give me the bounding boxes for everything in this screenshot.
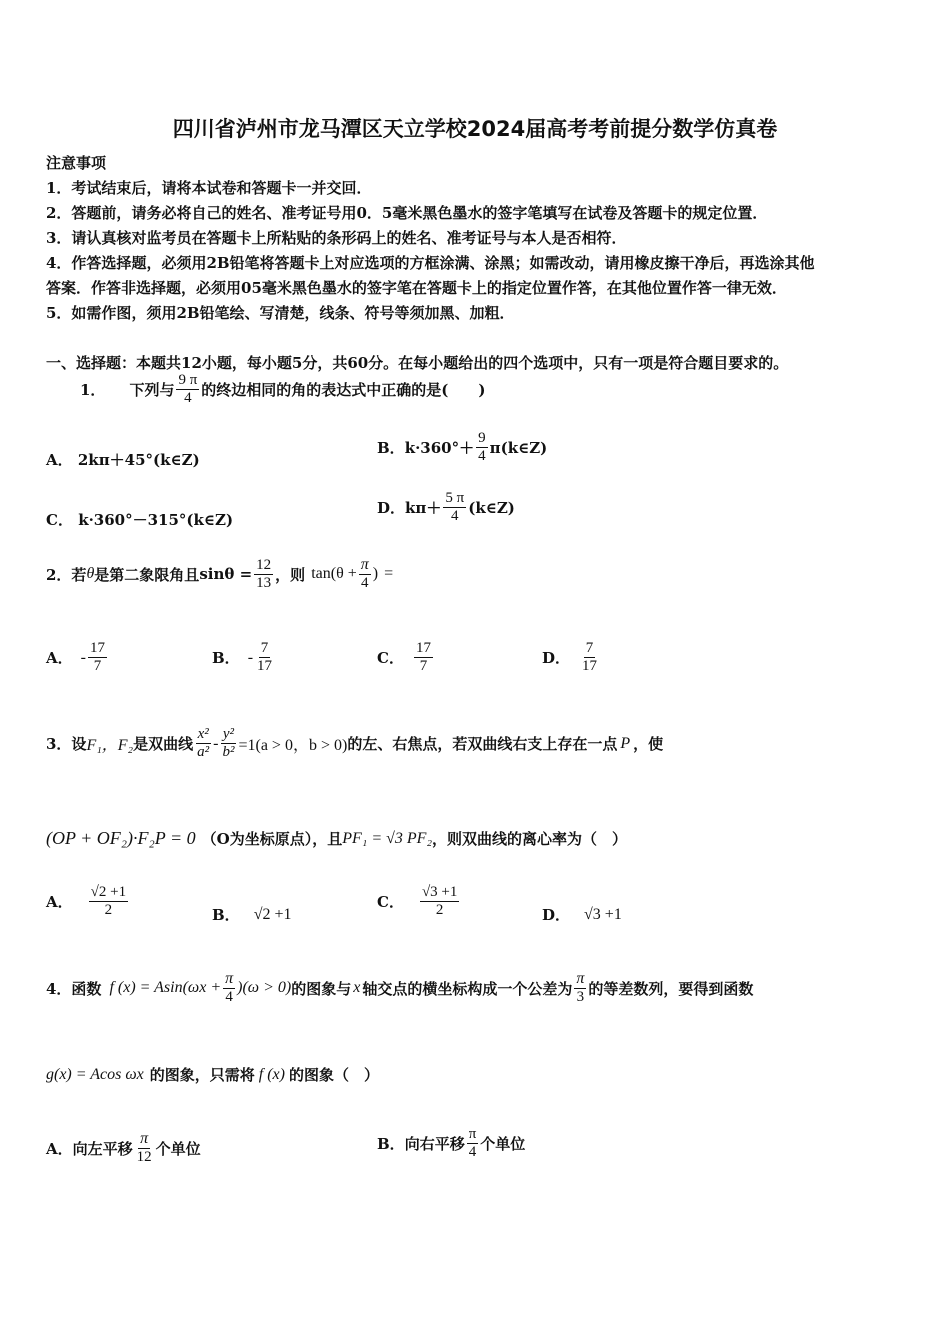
fraction-numerator: √3 +1 xyxy=(420,884,459,902)
fraction xyxy=(359,556,371,593)
option-b xyxy=(377,1126,525,1162)
fraction xyxy=(176,372,199,408)
question-text: （O为坐标原点），且 xyxy=(201,830,343,848)
fraction-numerator: π xyxy=(359,556,371,575)
math-expression: sinθ = xyxy=(199,565,253,584)
fraction xyxy=(476,430,488,466)
fraction-numerator: π xyxy=(223,970,235,989)
math-expression: f (x) xyxy=(258,1065,285,1083)
math-expression: (OP + OF₂)·F₂P = 0 xyxy=(46,828,196,848)
math-expression: f (x) = Asin(ωx + xyxy=(109,979,222,997)
fraction xyxy=(88,640,107,676)
fraction-denominator: 4 xyxy=(451,508,459,525)
question-text: 是第二象限角且 xyxy=(94,565,200,584)
math-symbol: x xyxy=(353,979,361,997)
option-text: π(k∈Z) xyxy=(489,438,548,457)
option-text: k·360°－315°(k∈Z) xyxy=(78,511,234,529)
fraction-denominator: 7 xyxy=(419,658,428,675)
fraction-denominator: 4 xyxy=(468,1144,477,1161)
option-text: (k∈Z) xyxy=(468,498,515,517)
option-text: √2 +1 xyxy=(253,905,292,923)
fraction-denominator: 7 xyxy=(93,658,102,675)
option-text: kπ＋ xyxy=(405,499,442,518)
math-expression: tan(θ + xyxy=(311,565,357,583)
fraction-numerator: π xyxy=(467,1126,479,1144)
fraction xyxy=(255,640,274,676)
fraction-denominator: 4 xyxy=(361,575,369,592)
option-text: 向左平移 xyxy=(72,1139,133,1158)
option-label: A． xyxy=(46,893,73,912)
fraction-denominator: 17 xyxy=(257,658,273,675)
math-sign: - xyxy=(80,648,86,666)
option-a xyxy=(46,449,200,470)
fraction-denominator: b² xyxy=(222,744,235,761)
fraction-numerator: y² xyxy=(221,726,236,744)
question-text: 的图象，只需将 xyxy=(149,1066,255,1084)
option-label: B． xyxy=(212,906,240,924)
math-symbol: P xyxy=(620,734,631,752)
option-label: B． xyxy=(377,439,405,458)
notice-item: 3．请认真核对监考员在答题卡上所粘贴的条形码上的姓名、准考证号与本人是否相符． xyxy=(46,229,627,247)
option-label: A． xyxy=(46,451,73,469)
option-label: D． xyxy=(542,649,571,668)
option-d xyxy=(542,904,622,925)
option-text: 向右平移 xyxy=(404,1135,465,1154)
fraction-numerator: √2 +1 xyxy=(89,884,128,902)
math-expression: g(x) = Acos ωx xyxy=(46,1065,144,1083)
fraction-denominator: 17 xyxy=(582,658,598,675)
option-label: D． xyxy=(377,499,406,518)
option-c xyxy=(377,884,461,920)
question-3-line-2 xyxy=(46,828,627,849)
option-a xyxy=(46,640,109,676)
fraction-numerator: 7 xyxy=(584,640,596,658)
question-2 xyxy=(46,556,393,593)
option-d xyxy=(542,640,601,676)
option-b xyxy=(212,640,276,676)
math-expression: )(ω > 0) xyxy=(237,979,292,997)
fraction xyxy=(195,726,211,762)
section-heading: 一、选择题：本题共12小题，每小题5分，共60分。在每小题给出的四个选项中，只有一项是符合题目要求的。 xyxy=(46,354,789,372)
fraction xyxy=(420,884,459,920)
question-text: 的等差数列，要得到函数 xyxy=(588,979,754,998)
notice-item: 答案．作答非选择题，必须用05毫米黑色墨水的签字笔在答题卡上的指定位置作答，在其他位置作答一律无效． xyxy=(46,279,787,297)
question-number: 3．设 xyxy=(46,735,87,754)
fraction xyxy=(580,640,599,676)
option-label: B． xyxy=(377,1135,405,1154)
fraction-numerator: π xyxy=(138,1130,150,1149)
math-symbol: θ xyxy=(86,565,95,583)
math-sign: - xyxy=(247,648,254,666)
option-d xyxy=(377,490,515,526)
question-text: 轴交点的横坐标构成一个公差为 xyxy=(362,979,573,998)
fraction xyxy=(254,557,273,593)
question-text: 的图象（ ） xyxy=(288,1066,379,1084)
fraction-numerator: 17 xyxy=(88,640,107,658)
fraction-numerator: 9 π xyxy=(176,372,199,390)
math-expression: =1(a > 0，b > 0) xyxy=(238,737,348,755)
fraction-denominator: 2 xyxy=(435,902,444,919)
question-text: 的图象与 xyxy=(291,979,352,998)
fraction-denominator: 3 xyxy=(576,989,585,1006)
option-text: 个单位 xyxy=(155,1139,201,1158)
notice-item: 5．如需作图，须用2B铅笔绘、写清楚，线条、符号等须加黑、加粗． xyxy=(46,304,515,322)
option-label: C． xyxy=(377,893,404,912)
fraction xyxy=(574,970,586,1007)
math-expression: = xyxy=(384,565,394,583)
fraction-numerator: 9 xyxy=(476,430,488,448)
option-text: k·360°＋ xyxy=(404,439,475,458)
math-expression: PF₁ = √3 PF₂ xyxy=(342,829,432,847)
fraction-denominator: a² xyxy=(197,744,210,761)
fraction-numerator: 12 xyxy=(254,557,273,575)
fraction-denominator: 4 xyxy=(184,390,192,407)
question-text: 的终边相同的角的表达式中正确的是( ) xyxy=(201,381,486,400)
question-1 xyxy=(80,372,485,408)
question-text: 是双曲线 xyxy=(133,735,194,754)
fraction-numerator: 17 xyxy=(414,640,433,658)
question-number: 1． xyxy=(80,381,106,400)
option-label: A． xyxy=(46,1139,73,1158)
option-label: C． xyxy=(46,511,73,529)
notice-item: 2．答题前，请务必将自己的姓名、准考证号用0．5毫米黑色墨水的签字笔填写在试卷及答题卡的规定位置． xyxy=(46,204,768,222)
question-number: 4．函数 xyxy=(46,979,102,998)
option-b xyxy=(377,430,547,466)
question-4-line-2 xyxy=(46,1064,379,1085)
question-text: ，使 xyxy=(633,735,664,754)
page-title: 四川省泸州市龙马潭区天立学校2024届高考考前提分数学仿真卷 xyxy=(172,117,778,141)
fraction-numerator: 5 π xyxy=(443,490,466,508)
question-number: 2．若 xyxy=(46,565,87,584)
option-c xyxy=(377,640,435,676)
question-text: 下列与 xyxy=(129,381,175,400)
notice-heading: 注意事项 xyxy=(46,154,107,172)
question-text: 的左、右焦点，若双曲线右支上存在一点 xyxy=(347,735,618,754)
option-a xyxy=(46,1130,201,1167)
fraction-denominator: 4 xyxy=(478,448,486,465)
fraction-numerator: x² xyxy=(196,726,211,744)
option-a xyxy=(46,884,130,920)
fraction-numerator: 7 xyxy=(259,640,271,658)
fraction-denominator: 12 xyxy=(136,1149,152,1166)
fraction xyxy=(220,726,236,762)
math-expression: F₁，F₂ xyxy=(86,737,134,755)
question-4 xyxy=(46,970,753,1007)
question-text: ，则双曲线的离心率为（ ） xyxy=(432,830,628,848)
notice-item: 4．作答选择题，必须用2B铅笔将答题卡上对应选项的方框涂满、涂黑；如需改动，请用橡皮擦干净后，再选涂其他 xyxy=(46,254,815,272)
question-3 xyxy=(46,726,663,762)
question-text: ，则 xyxy=(275,565,306,584)
notice-item: 1．考试结束后，请将本试卷和答题卡一并交回． xyxy=(46,179,372,197)
math-expression: ) xyxy=(372,565,379,583)
option-label: B． xyxy=(212,649,240,668)
option-text: 个单位 xyxy=(480,1135,526,1154)
option-b xyxy=(212,904,292,925)
fraction-denominator: 13 xyxy=(256,574,272,591)
option-label: A． xyxy=(46,649,73,668)
option-text: √3 +1 xyxy=(584,905,622,923)
fraction xyxy=(467,1126,479,1162)
fraction xyxy=(135,1130,154,1167)
fraction-denominator: 4 xyxy=(225,989,233,1006)
fraction xyxy=(223,970,235,1007)
option-label: D． xyxy=(542,906,571,924)
fraction xyxy=(89,884,128,920)
fraction-denominator: 2 xyxy=(104,902,113,919)
option-text: 2kπ＋45°(k∈Z) xyxy=(77,451,200,469)
math-sign: - xyxy=(213,734,219,752)
option-c xyxy=(46,509,233,530)
fraction xyxy=(443,490,466,526)
fraction xyxy=(414,640,433,676)
fraction-numerator: π xyxy=(574,970,586,989)
option-label: C． xyxy=(377,649,404,668)
